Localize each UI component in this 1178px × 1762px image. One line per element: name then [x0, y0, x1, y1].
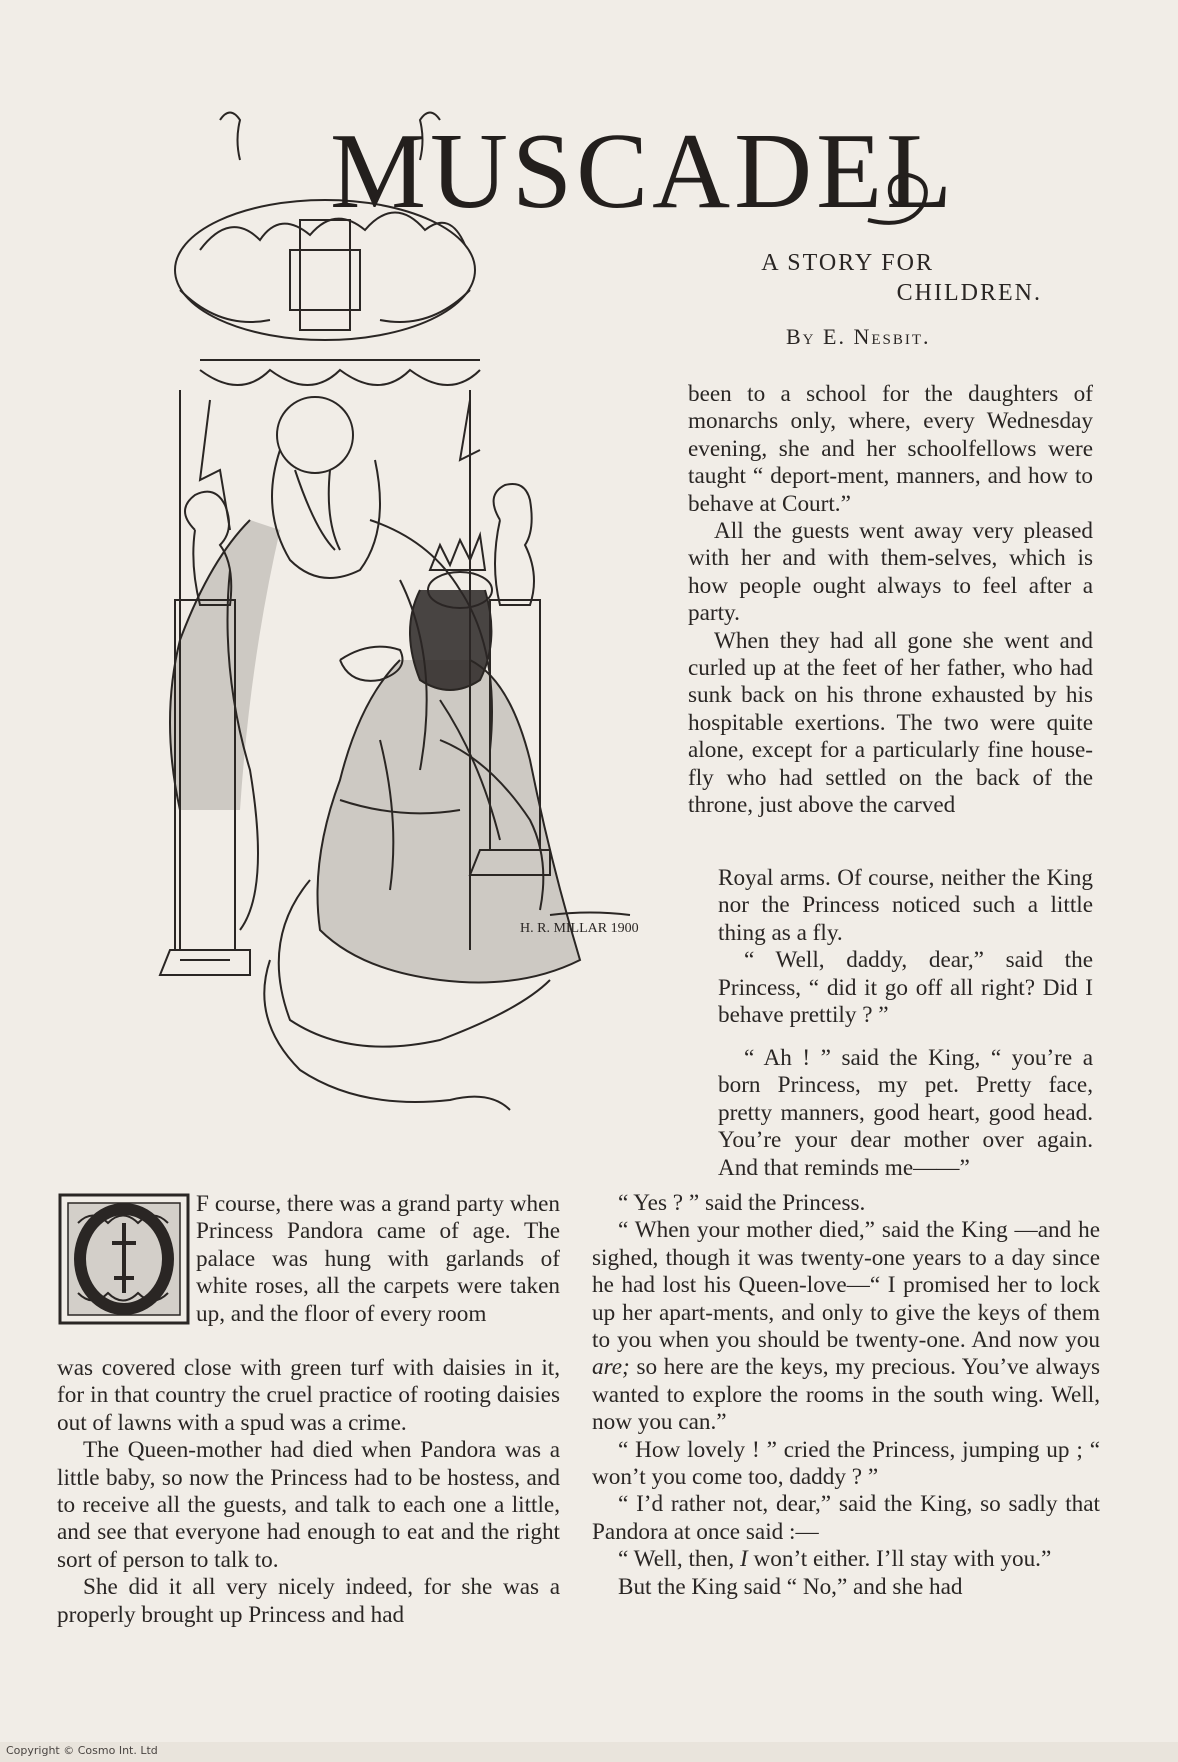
paragraph: “ Well, daddy, dear,” said the Princess, “ did it go off all right? Did I behave prettily ? ”: [718, 947, 1093, 1029]
illustration-signature: H. R. MILLAR 1900: [520, 921, 639, 936]
right-column-lower: [718, 1045, 1093, 1182]
title-flourish-ornament: [858, 160, 938, 240]
paragraph: was covered close with green turf with daisies in it, for in that country the cruel practice of rooting daisies out of lawns with a spud was a crime.: [57, 1355, 560, 1436]
paragraph: The Queen-mother had died when Pandora was a little baby, so now the Princess had to be hostess, and to receive all the guests, and talk to each one a little, and see that everyone had enough to eat and the right sort of person to talk to.: [57, 1437, 560, 1573]
paragraph: All the guests went away very pleased with her and with them-selves, which is how people ought always to feel after a party.: [688, 518, 1093, 627]
right-column-middle: [718, 865, 1093, 1029]
paragraph: been to a school for the daughters of monarchs only, where, every Wednesday evening, she and her schoolfellows were taught “ deport-ment, manners, and how to behave at Court.”: [688, 381, 1093, 517]
paragraph: “ Well, then, I won’t either. I’ll stay with you.”: [618, 1546, 1052, 1573]
paragraph: But the King said “ No,” and she had: [618, 1573, 963, 1600]
author-byline: By E. Nesbit.: [786, 324, 931, 349]
king-princess-illustration: [140, 100, 680, 1160]
paragraph: “ Yes ? ” said the Princess.: [618, 1190, 866, 1216]
footer-bar: [0, 1742, 1178, 1762]
story-subtitle: A STORY FOR CHILDREN.: [761, 250, 1042, 306]
story-title: MUSCADEL: [330, 112, 957, 231]
paragraph: Royal arms. Of course, neither the King nor the Princess noticed such a little thing as a fly.: [718, 865, 1093, 946]
paragraph: F course, there was a grand party when Princess Pandora came of age. The palace was hung with garlands of white roses, all the carpets were taken up, and the floor of every room: [196, 1191, 560, 1327]
copyright-notice: Copyright © Cosmo Int. Ltd: [6, 1744, 158, 1757]
paragraph: “ Ah ! ” said the King, “ you’re a born Princess, my pet. Pretty face, pretty manners, good heart, good head. You’re your dear mother over again. And that reminds me——”: [718, 1045, 1093, 1181]
right-column-top: [688, 381, 1093, 820]
left-column-opening: [196, 1191, 560, 1328]
left-column-body: [57, 1355, 560, 1629]
ornamental-drop-cap: [58, 1193, 190, 1325]
paragraph: She did it all very nicely indeed, for she was a properly brought up Princess and had: [57, 1574, 560, 1628]
paragraph: “ When your mother died,” said the King —and he sighed, though it was twenty-one years to a day since he had lost his Queen-love—“ I promised her to lock up her apart-ments, and only to give the keys of them to you when you should be twenty-one. And now you are; so here are the keys, my precious. You’ve always wanted to explore the rooms in the south wing. Well, now you can.”: [592, 1217, 1100, 1436]
paragraph: When they had all gone she went and curled up at the feet of her father, who had sunk back on his throne exhausted by his hospitable exertions. The two were quite alone, except for a particularly fine house-fly who had settled on the back of the throne, just above the carved: [688, 627, 1093, 819]
paragraph: “ How lovely ! ” cried the Princess, jumping up ; “ won’t you come too, daddy ? ”: [592, 1436, 1100, 1491]
right-column-bottom: [592, 1190, 1100, 1601]
paragraph: “ I’d rather not, dear,” said the King, so sadly that Pandora at once said :—: [592, 1491, 1100, 1545]
